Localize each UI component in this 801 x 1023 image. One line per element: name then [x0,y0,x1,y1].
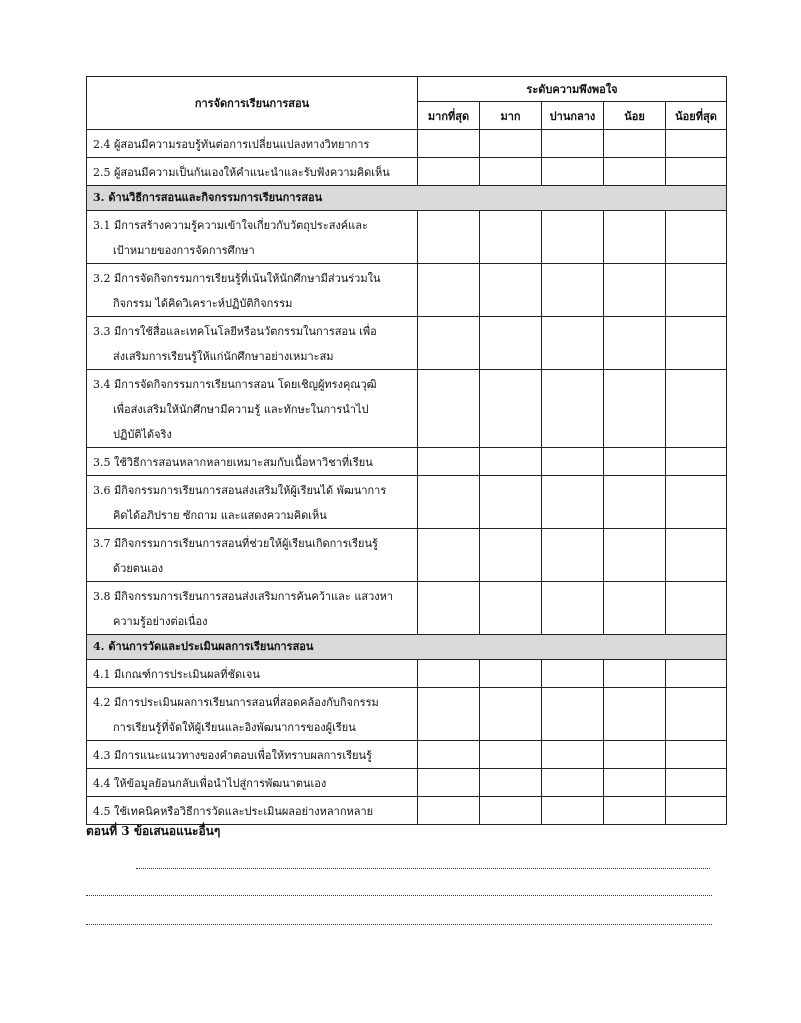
rating-cell-moderate[interactable] [542,582,604,635]
item-text: 3.1 มีการสร้างความรู้ความเข้าใจเกี่ยวกับวัตถุประสงค์และ [93,219,368,232]
rating-cell-little[interactable] [604,448,666,476]
rating-cell-most[interactable] [418,448,480,476]
table-row [87,769,727,797]
item-text: 4.5 ใช้เทคนิคหรือวิธีการวัดและประเมินผลอย่างหลากหลาย [93,805,374,818]
table-row [87,264,727,317]
rating-cell-most[interactable] [418,529,480,582]
comment-line-3[interactable] [86,924,712,925]
item-cell [87,211,418,264]
rating-cell-moderate[interactable] [542,688,604,741]
table-row [87,211,727,264]
item-text: เพื่อส่งเสริมให้นักศึกษามีความรู้ และทักษะในการนำไป [113,403,369,416]
rating-cell-little[interactable] [604,211,666,264]
table-row [87,529,727,582]
rating-cell-least[interactable] [666,741,727,769]
rating-header-much: มาก [480,102,542,130]
item-text: คิดได้อภิปราย ซักถาม และแสดงความคิดเห็น [113,509,327,522]
item-text: 3.3 มีการใช้สื่อและเทคโนโลยีหรือนวัตกรรมในการสอน เพื่อ [93,325,377,338]
item-text: ส่งเสริมการเรียนรู้ให้แก่นักศึกษาอย่างเหมาะสม [113,350,334,363]
item-text: 4.3 มีการแนะแนวทางของคำตอบเพื่อให้ทราบผลการเรียนรู้ [93,749,372,762]
section-heading: 3. ด้านวิธีการสอนและกิจกรรมการเรียนการสอน [87,186,727,211]
item-text: 4.1 มีเกณฑ์การประเมินผลที่ชัดเจน [93,668,260,681]
item-cell [87,448,418,476]
item-cell [87,529,418,582]
item-text: การเรียนรู้ที่จัดให้ผู้เรียนและอิงพัฒนาการของผู้เรียน [113,721,356,734]
rating-header-little: น้อย [604,102,666,130]
rating-cell-least[interactable] [666,797,727,825]
item-cell [87,264,418,317]
rating-cell-little[interactable] [604,264,666,317]
item-cell [87,317,418,370]
part3-title: ตอนที่ 3 ข้อเสนอแนะอื่นๆ [86,824,221,838]
rating-cell-little[interactable] [604,741,666,769]
table-row [87,317,727,370]
table-body [87,130,727,825]
section-row [87,635,727,660]
rating-cell-least[interactable] [666,370,727,448]
rating-cell-little[interactable] [604,529,666,582]
item-text: เป้าหมายของการจัดการศึกษา [113,244,255,257]
item-cell [87,476,418,529]
rating-cell-much[interactable] [480,317,542,370]
rating-cell-little[interactable] [604,582,666,635]
rating-cell-much[interactable] [480,476,542,529]
item-text: 3.6 มีกิจกรรมการเรียนการสอนส่งเสริมให้ผู้เรียนได้ พัฒนาการ [93,484,387,497]
item-cell [87,688,418,741]
rating-cell-most[interactable] [418,476,480,529]
item-text: 3.5 ใช้วิธีการสอนหลากหลายเหมาะสมกับเนื้อหาวิชาที่เรียน [93,456,373,469]
rating-cell-much[interactable] [480,158,542,186]
rating-cell-moderate[interactable] [542,660,604,688]
table-row [87,448,727,476]
table-row [87,370,727,448]
item-cell [87,582,418,635]
comment-line-2[interactable] [86,895,712,896]
rating-cell-little[interactable] [604,476,666,529]
rating-cell-least[interactable] [666,529,727,582]
rating-cell-little[interactable] [604,660,666,688]
rating-header-most: มากที่สุด [418,102,480,130]
item-text: 3.8 มีกิจกรรมการเรียนการสอนส่งเสริมการค้นคว้าและ แสวงหา [93,590,394,603]
section-heading: 4. ด้านการวัดและประเมินผลการเรียนการสอน [87,635,727,660]
rating-cell-moderate[interactable] [542,158,604,186]
table-row [87,158,727,186]
item-text: 4.2 มีการประเมินผลการเรียนการสอนที่สอดคล้องกับกิจกรรม [93,696,379,709]
rating-cell-much[interactable] [480,130,542,158]
rating-cell-much[interactable] [480,211,542,264]
rating-cell-little[interactable] [604,797,666,825]
rating-cell-little[interactable] [604,317,666,370]
item-text: 3.4 มีการจัดกิจกรรมการเรียนการสอน โดยเชิญผู้ทรงคุณวุฒิ [93,378,377,391]
rating-cell-moderate[interactable] [542,448,604,476]
rating-cell-least[interactable] [666,264,727,317]
rating-cell-much[interactable] [480,448,542,476]
rating-cell-little[interactable] [604,130,666,158]
item-cell [87,769,418,797]
item-column-header: การจัดการเรียนการสอน [87,77,418,130]
item-cell [87,158,418,186]
item-cell [87,370,418,448]
rating-cell-most[interactable] [418,158,480,186]
rating-cell-least[interactable] [666,130,727,158]
rating-cell-moderate[interactable] [542,211,604,264]
rating-cell-moderate[interactable] [542,769,604,797]
rating-cell-moderate[interactable] [542,476,604,529]
rating-cell-much[interactable] [480,264,542,317]
item-text: 3.7 มีกิจกรรมการเรียนการสอนที่ช่วยให้ผู้เรียนเกิดการเรียนรู้ [93,537,378,550]
rating-cell-much[interactable] [480,370,542,448]
rating-cell-most[interactable] [418,769,480,797]
table-row [87,476,727,529]
rating-cell-moderate[interactable] [542,797,604,825]
rating-cell-most[interactable] [418,797,480,825]
rating-cell-least[interactable] [666,688,727,741]
item-text: กิจกรรม ได้คิดวิเคราะห์ปฏิบัติกิจกรรม [113,297,293,310]
rating-cell-least[interactable] [666,317,727,370]
rating-cell-much[interactable] [480,741,542,769]
item-text: 2.4 ผู้สอนมีความรอบรู้ทันต่อการเปลี่ยนแปลงทางวิทยาการ [93,138,370,151]
rating-cell-least[interactable] [666,476,727,529]
item-text: 2.5 ผู้สอนมีความเป็นกันเองให้คำแนะนำและรับฟังความคิดเห็น [93,166,390,179]
table-row [87,688,727,741]
table-row [87,660,727,688]
table-row [87,797,727,825]
rating-cell-little[interactable] [604,370,666,448]
rating-cell-much[interactable] [480,688,542,741]
rating-cell-most[interactable] [418,660,480,688]
rating-cell-most[interactable] [418,317,480,370]
rating-cell-moderate[interactable] [542,370,604,448]
rating-cell-least[interactable] [666,448,727,476]
rating-cell-most[interactable] [418,264,480,317]
item-text: ปฏิบัติได้จริง [113,428,172,441]
rating-cell-moderate[interactable] [542,529,604,582]
item-text: 4.4 ให้ข้อมูลย้อนกลับเพื่อนำไปสู่การพัฒนาตนเอง [93,777,327,790]
rating-cell-little[interactable] [604,688,666,741]
rating-cell-much[interactable] [480,529,542,582]
item-cell [87,741,418,769]
rating-group-header: ระดับความพึงพอใจ [418,77,727,102]
rating-cell-moderate[interactable] [542,317,604,370]
table-row [87,741,727,769]
item-cell [87,660,418,688]
table-row [87,582,727,635]
rating-cell-least[interactable] [666,211,727,264]
comment-line-1[interactable] [136,868,710,869]
rating-cell-least[interactable] [666,660,727,688]
section-row [87,186,727,211]
rating-cell-most[interactable] [418,582,480,635]
item-cell [87,797,418,825]
satisfaction-table [86,76,727,825]
rating-cell-least[interactable] [666,769,727,797]
rating-header-moderate: ปานกลาง [542,102,604,130]
rating-cell-most[interactable] [418,688,480,741]
rating-cell-moderate[interactable] [542,130,604,158]
rating-cell-much[interactable] [480,769,542,797]
rating-cell-most[interactable] [418,130,480,158]
item-text: 3.2 มีการจัดกิจกรรมการเรียนรู้ที่เน้นให้นักศึกษามีส่วนร่วมใน [93,272,381,285]
rating-cell-much[interactable] [480,582,542,635]
item-cell [87,130,418,158]
rating-cell-most[interactable] [418,370,480,448]
rating-cell-much[interactable] [480,660,542,688]
table-row [87,130,727,158]
rating-cell-most[interactable] [418,211,480,264]
rating-cell-moderate[interactable] [542,741,604,769]
rating-cell-most[interactable] [418,741,480,769]
rating-cell-little[interactable] [604,769,666,797]
rating-cell-moderate[interactable] [542,264,604,317]
item-text: ด้วยตนเอง [113,562,164,575]
item-text: ความรู้อย่างต่อเนื่อง [113,615,208,628]
rating-cell-little[interactable] [604,158,666,186]
rating-header-least: น้อยที่สุด [666,102,727,130]
rating-cell-least[interactable] [666,158,727,186]
rating-cell-least[interactable] [666,582,727,635]
rating-cell-much[interactable] [480,797,542,825]
